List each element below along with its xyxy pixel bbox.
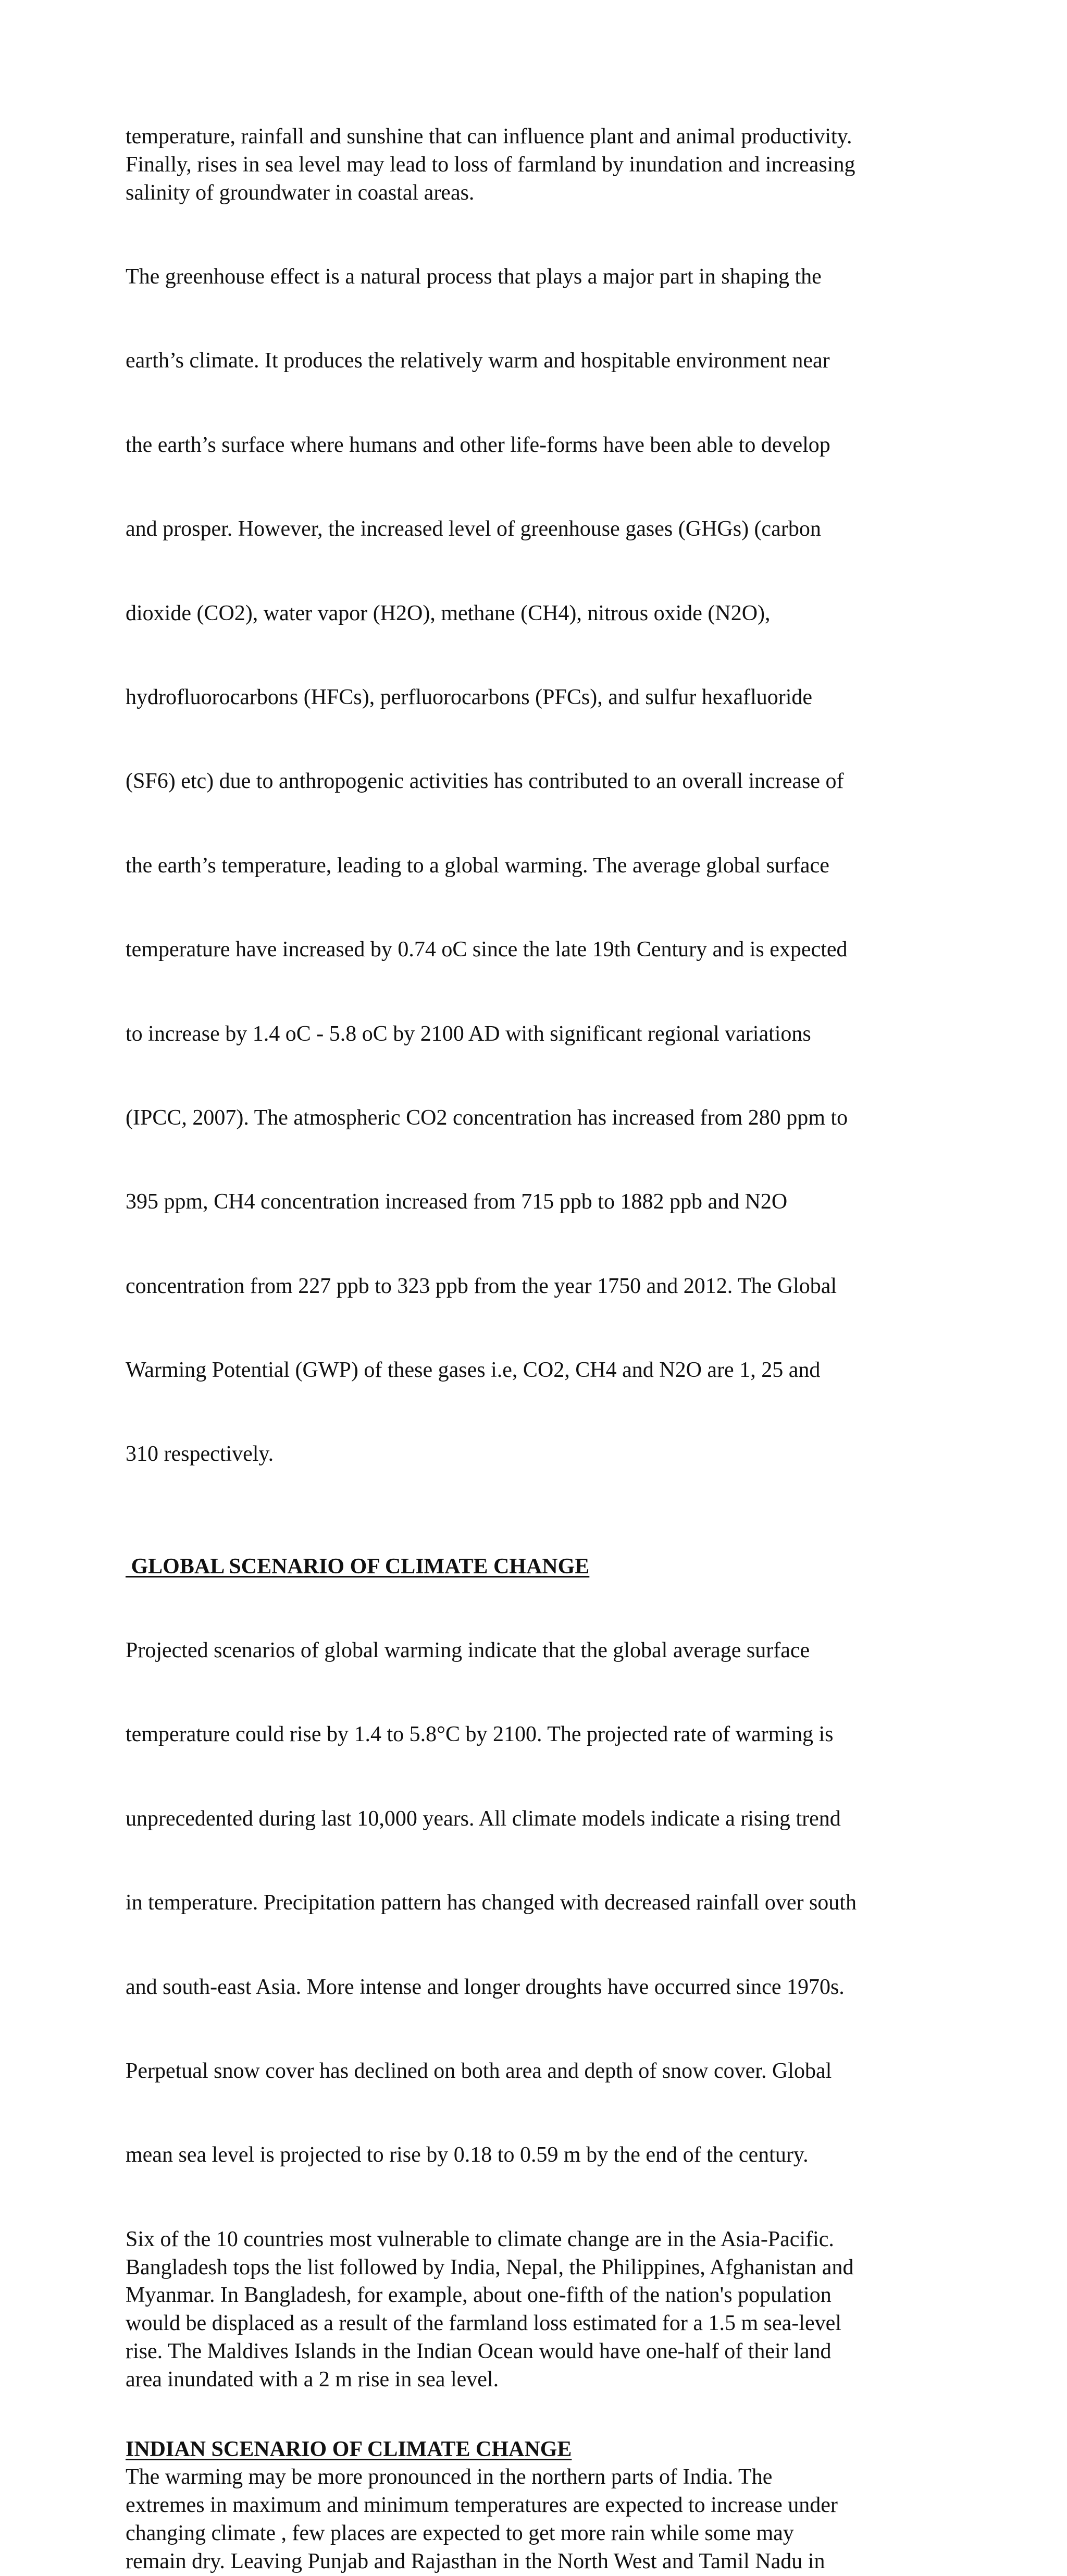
text-line: temperature, rainfall and sunshine that can influence plant and animal productivity. [126,125,852,149]
text-line: concentration from 227 ppb to 323 ppb from the year 1750 and 2012. The Global [126,1274,837,1298]
text-line: to increase by 1.4 oC - 5.8 oC by 2100 AD with significant regional variations [126,1021,811,1046]
text-line: Warming Potential (GWP) of these gases i.e, CO2, CH4 and N2O are 1, 25 and [126,1358,821,1383]
text-line: and prosper. However, the increased level of greenhouse gases (GHGs) (carbon [126,517,821,541]
text-line: Finally, rises in sea level may lead to loss of farmland by inundation and increasing [126,152,855,177]
text-line: (SF6) etc) due to anthropogenic activities has contributed to an overall increase of [126,769,844,794]
heading-global-scenario: GLOBAL SCENARIO OF CLIMATE CHANGE [126,1554,590,1579]
text-line: The greenhouse effect is a natural process that plays a major part in shaping the [126,264,822,289]
text-line: hydrofluorocarbons (HFCs), perfluorocarbons (PFCs), and sulfur hexafluoride [126,685,813,709]
text-line: Perpetual snow cover has declined on both area and depth of snow cover. Global [126,2059,832,2083]
text-line: the earth’s temperature, leading to a global warming. The average global surface [126,853,829,878]
text-line: dioxide (CO2), water vapor (H2O), methane (CH4), nitrous oxide (N2O), [126,601,771,625]
paragraph-intro-end [126,123,949,207]
text-line: mean sea level is projected to rise by 0.18 to 0.59 m by the end of the century. [126,2143,809,2167]
text-line: the earth’s surface where humans and other life-forms have been able to develop [126,433,830,457]
text-line: and south-east Asia. More intense and longer droughts have occurred since 1970s. [126,1975,845,1999]
heading-indian-scenario: INDIAN SCENARIO OF CLIMATE CHANGE [126,2437,572,2461]
text-line: extremes in maximum and minimum temperatures are expected to increase under [126,2493,838,2518]
text-line: 395 ppm, CH4 concentration increased from 715 ppb to 1882 ppb and N2O [126,1190,788,1214]
document-page [126,123,949,2576]
text-line: 310 respectively. [126,1442,274,1466]
text-line: remain dry. Leaving Punjab and Rajasthan in the North West and Tamil Nadu in [126,2549,825,2573]
paragraph-vulnerable-countries [126,2226,949,2394]
text-line: unprecedented during last 10,000 years. All climate models indicate a rising trend [126,1806,841,1831]
text-line: Six of the 10 countries most vulnerable to climate change are in the Asia-Pacific. [126,2227,834,2251]
text-line: The warming may be more pronounced in the northern parts of India. The [126,2465,773,2489]
text-line: Projected scenarios of global warming indicate that the global average surface [126,1638,810,1663]
text-line: salinity of groundwater in coastal areas. [126,180,475,205]
text-line: area inundated with a 2 m rise in sea level. [126,2367,499,2392]
text-line: temperature have increased by 0.74 oC since the late 19th Century and is expected [126,938,848,962]
spacer [126,1525,949,1553]
text-line: rise. The Maldives Islands in the Indian Ocean would have one-half of their land [126,2339,832,2363]
text-line: changing climate , few places are expected to get more rain while some may [126,2521,794,2545]
paragraph-global-scenario [126,1581,949,2225]
text-line: Bangladesh tops the list followed by India, Nepal, the Philippines, Afghanistan and [126,2255,854,2279]
paragraph-indian-scenario [126,2463,949,2575]
paragraph-greenhouse-effect [126,207,949,1524]
text-line: earth’s climate. It produces the relatively warm and hospitable environment near [126,349,830,373]
text-line: Myanmar. In Bangladesh, for example, about one-fifth of the nation's population [126,2283,832,2308]
text-line: (IPCC, 2007). The atmospheric CO2 concentration has increased from 280 ppm to [126,1105,848,1130]
text-line: in temperature. Precipitation pattern has changed with decreased rainfall over south [126,1891,857,1915]
spacer [126,2394,949,2436]
text-line: would be displaced as a result of the farmland loss estimated for a 1.5 m sea-level [126,2311,841,2336]
text-line: temperature could rise by 1.4 to 5.8°C by 2100. The projected rate of warming is [126,1722,834,1747]
